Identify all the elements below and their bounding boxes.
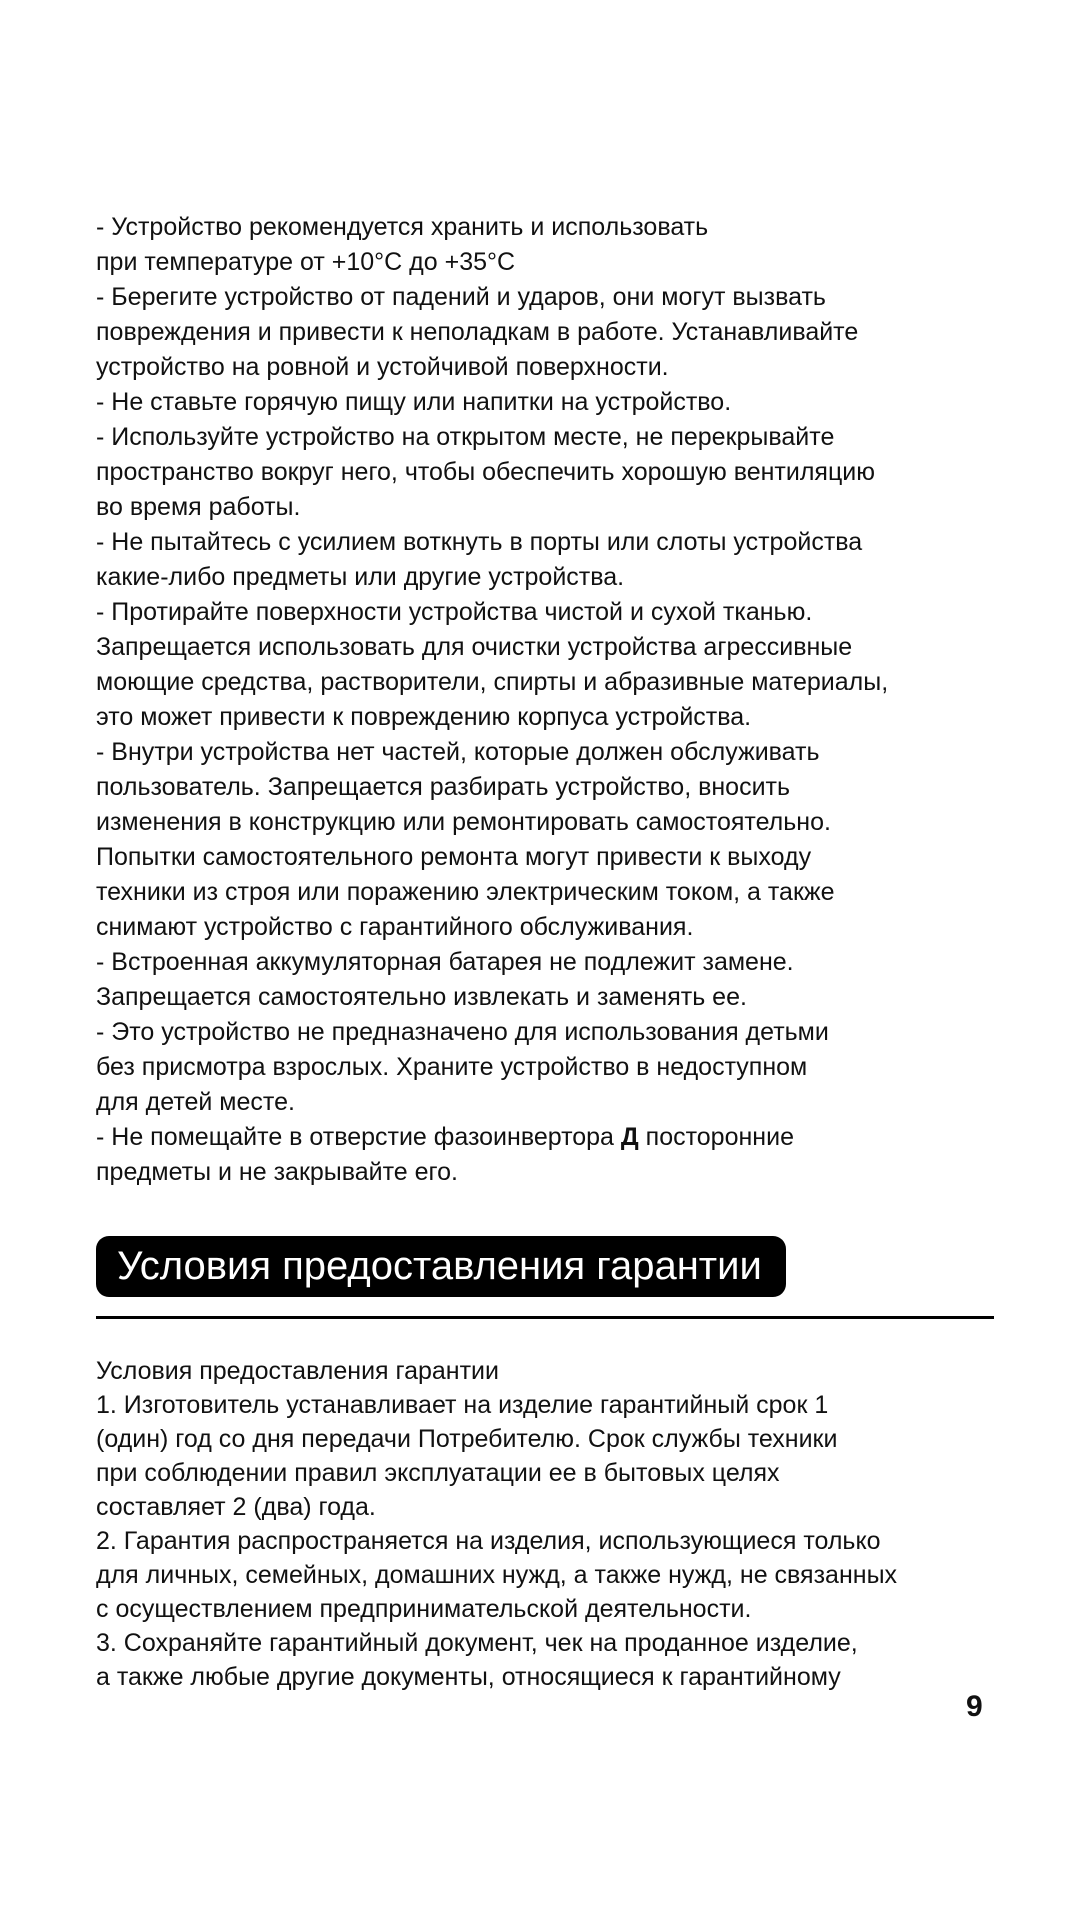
safety-line: Запрещается использовать для очистки устройства агрессивные (96, 633, 853, 661)
safety-line: повреждения и привести к неполадкам в работе. Устанавливайте (96, 318, 859, 346)
section-divider (96, 1316, 994, 1319)
safety-line: пользователь. Запрещается разбирать устройство, вносить (96, 773, 791, 801)
safety-line: при температуре от +10°С до +35°С (96, 248, 516, 276)
safety-line: изменения в конструкцию или ремонтировать самостоятельно. (96, 808, 831, 836)
warranty-line: 3. Сохраняйте гарантийный документ, чек на проданное изделие, (96, 1629, 858, 1657)
safety-line-final: предметы и не закрывайте его. (96, 1158, 458, 1186)
warranty-section-heading: Условия предоставления гарантии (96, 1236, 786, 1297)
phase-inverter-text: - Не помещайте в отверстие фазоинвертора (96, 1123, 621, 1151)
warranty-line: составляет 2 (два) года. (96, 1493, 376, 1521)
warranty-line: с осуществлением предпринимательской деятельности. (96, 1595, 752, 1623)
safety-line: - Встроенная аккумуляторная батарея не подлежит замене. (96, 948, 794, 976)
warranty-line: при соблюдении правил эксплуатации ее в бытовых целях (96, 1459, 780, 1487)
safety-line: во время работы. (96, 493, 301, 521)
safety-line: пространство вокруг него, чтобы обеспечить хорошую вентиляцию (96, 458, 875, 486)
warranty-line: а также любые другие документы, относящиеся к гарантийному (96, 1663, 841, 1691)
phase-inverter-line (96, 1120, 996, 1155)
safety-line: - Внутри устройства нет частей, которые должен обслуживать (96, 738, 820, 766)
warranty-line: для личных, семейных, домашних нужд, а также нужд, не связанных (96, 1561, 898, 1589)
safety-line: - Используйте устройство на открытом месте, не перекрывайте (96, 423, 835, 451)
safety-line: - Не ставьте горячую пищу или напитки на устройство. (96, 388, 732, 416)
warranty-line: (один) год со дня передачи Потребителю. Срок службы техники (96, 1425, 838, 1453)
safety-line: техники из строя или поражению электрическим током, а также (96, 878, 835, 906)
safety-line: снимают устройство с гарантийного обслуживания. (96, 913, 694, 941)
warranty-line: 2. Гарантия распространяется на изделия, использующиеся только (96, 1527, 881, 1555)
safety-line: Запрещается самостоятельно извлекать и заменять ее. (96, 983, 747, 1011)
warranty-line: 1. Изготовитель устанавливает на изделие гарантийный срок 1 (96, 1391, 829, 1419)
safety-line: - Протирайте поверхности устройства чистой и сухой тканью. (96, 598, 813, 626)
safety-line: какие-либо предметы или другие устройства. (96, 563, 625, 591)
phase-inverter-text-end: посторонние (638, 1123, 794, 1151)
page-number: 9 (966, 1690, 983, 1723)
safety-instructions (96, 210, 996, 1190)
safety-line: - Это устройство не предназначено для использования детьми (96, 1018, 829, 1046)
safety-line: Попытки самостоятельного ремонта могут привести к выходу (96, 843, 812, 871)
safety-line: - Устройство рекомендуется хранить и использовать (96, 213, 709, 241)
safety-line: моющие средства, растворители, спирты и абразивные материалы, (96, 668, 889, 696)
safety-line: для детей месте. (96, 1088, 295, 1116)
phase-inverter-letter: Д (620, 1123, 639, 1151)
safety-line: устройство на ровной и устойчивой поверхности. (96, 353, 669, 381)
safety-line: - Берегите устройство от падений и ударов, они могут вызвать (96, 283, 826, 311)
safety-line: - Не пытайтесь с усилием воткнуть в порты или слоты устройства (96, 528, 863, 556)
warranty-text (96, 1354, 996, 1694)
safety-line: это может привести к повреждению корпуса устройства. (96, 703, 752, 731)
safety-line: без присмотра взрослых. Храните устройство в недоступном (96, 1053, 808, 1081)
warranty-line: Условия предоставления гарантии (96, 1357, 499, 1385)
